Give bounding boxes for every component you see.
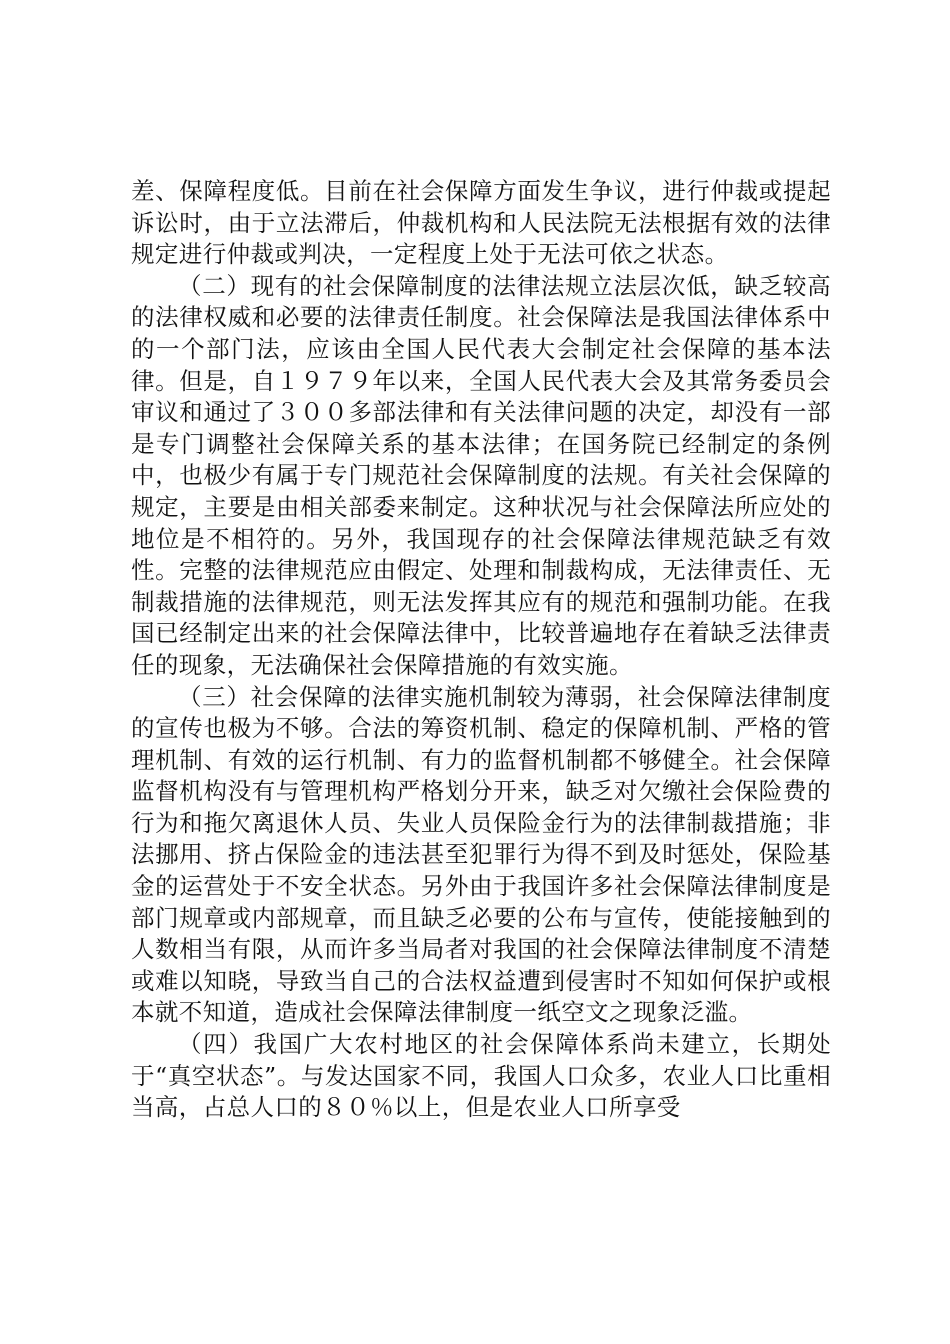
paragraph-section-two: （二）现有的社会保障制度的法律法规立法层次低，缺乏较高的法律权威和必要的法律责任制度。社会保障法是我国法律体系中的一个部门法，应该由全国人民代表大会制定社会保障的基本法律。但是，自１９７９年以来，全国人民代表大会及其常务委员会审议和通过了３００多部法律和有关法律问题的决定，却没有一部是专门调整社会保障关系的基本法律；在国务院已经制定的条例中，也极少有属于专门规范社会保障制度的法规。有关社会保障的规定，主要是由相关部委来制定。这种状况与社会保障法所应处的地位是不相符的。另外，我国现存的社会保障法律规范缺乏有效性。完整的法律规范应由假定、处理和制裁构成，无法律责任、无制裁措施的法律规范，则无法发挥其应有的规范和强制功能。在我国已经制定出来的社会保障法律中，比较普遍地存在着缺乏法律责任的现象，无法确保社会保障措施的有效实施。 bbox=[131, 271, 831, 679]
paragraph-continuation: 差、保障程度低。目前在社会保障方面发生争议，进行仲裁或提起诉讼时，由于立法滞后，仲裁机构和人民法院无法根据有效的法律规定进行仲裁或判决，一定程度上处于无法可依之状态。 bbox=[131, 177, 831, 269]
document-body bbox=[131, 176, 831, 1124]
paragraph-section-four: （四）我国广大农村地区的社会保障体系尚未建立，长期处于“真空状态”。与发达国家不同，我国人口众多，农业人口比重相当高，占总人口的８０％以上，但是农业人口所享受 bbox=[131, 1030, 831, 1122]
paragraph-section-three: （三）社会保障的法律实施机制较为薄弱，社会保障法律制度的宣传也极为不够。合法的筹资机制、稳定的保障机制、严格的管理机制、有效的运行机制、有力的监督机制都不够健全。社会保障监督机构没有与管理机构严格划分开来，缺乏对欠缴社会保险费的行为和拖欠离退休人员、失业人员保险金行为的法律制裁措施；非法挪用、挤占保险金的违法甚至犯罪行为得不到及时惩处，保险基金的运营处于不安全状态。另外由于我国许多社会保障法律制度是部门规章或内部规章，而且缺乏必要的公布与宣传，使能接触到的人数相当有限，从而许多当局者对我国的社会保障法律制度不清楚或难以知晓，导致当自己的合法权益遭到侵害时不知如何保护或根本就不知道，造成社会保障法律制度一纸空文之现象泛滥。 bbox=[131, 682, 831, 1027]
